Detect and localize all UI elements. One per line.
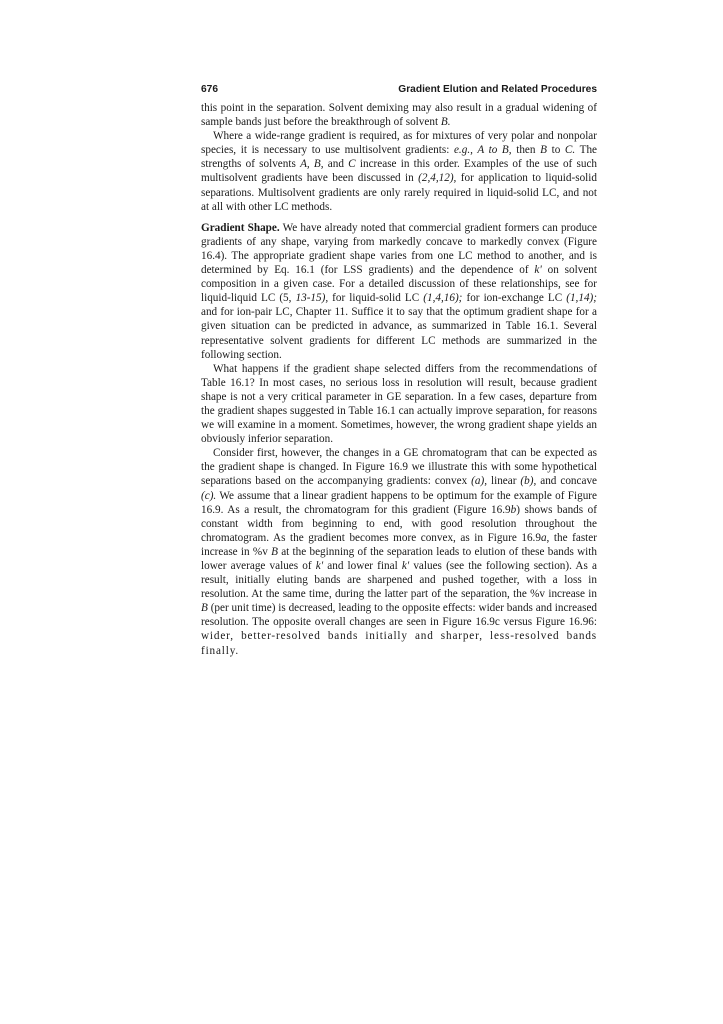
paragraph-gradient-shape: Gradient Shape. We have already noted that commercial gradient formers can produce gradients of any shape, varying from markedly concave to markedly convex (Figure 16.4). The appropriate gradient shape varies from one LC method to another, and is determined by Eq. 16.1 (for LSS gradients) and the dependence of k' on solvent composition in a given case. For a detailed discussion of these relationships, see for liquid-liquid LC (5, 13-15), for liquid-solid LC (1,4,16); for ion-exchange LC (1,14); and for ion-pair LC, Chapter 11. Suffice it to say that the optimum gradient shape for a given situation can be predicted in advance, as summarized in Table 16.1. Several representative solvent gradients for different LC methods are summarized in the following section. [201,221,597,361]
running-title: Gradient Elution and Related Procedures [398,84,597,95]
section-heading-gradient-shape: Gradient Shape. [201,221,280,234]
page-number: 676 [201,84,218,95]
book-page [201,84,597,658]
paragraph-what-happens: What happens if the gradient shape selected differs from the recommendations of Table 16.1? In most cases, no serious loss in resolution will result, because gradient shape is not a very critical parameter in GE separation. In a few cases, departure from the gradient shapes suggested in Table 16.1 can actually improve separation, for reasons we will examine in a moment. Sometimes, however, the wrong gradient shape yields an obviously inferior separation. [201,362,597,446]
running-header [201,84,597,96]
paragraph-consider-first: Consider first, however, the changes in a GE chromatogram that can be expected as the gradient shape is changed. In Figure 16.9 we illustrate this with some hypothetical separations based on the accompanying gradients: convex (a), linear (b), and concave (c). We assume that a linear gradient happens to be optimum for the example of Figure 16.9. As a result, the chromatogram for this gradient (Figure 16.9b) shows bands of constant width from beginning to end, with good resolution throughout the chromatogram. As the gradient becomes more convex, as in Figure 16.9a, the faster increase in %v B at the beginning of the separation leads to elution of these bands with lower average values of k' and lower final k' values (see the following section). As a result, initially eluting bands are sharpened and pushed together, with a loss in resolution. At the same time, during the latter part of the separation, the %v increase in B (per unit time) is decreased, leading to the opposite effects: wider bands and increased resolution. The opposite overall changes are seen in Figure 16.9c versus Figure 16.96: wider, better-resolved bands initially and sharper, less-resolved bands finally. [201,447,598,657]
paragraph-continuation: this point in the separation. Solvent demixing may also result in a gradual widening of sample bands just before the breakthrough of solvent B. [201,102,597,129]
paragraph-multisolvent: Where a wide-range gradient is required, as for mixtures of very polar and nonpolar species, it is necessary to use multisolvent gradients: e.g., A to B, then B to C. The strengths of solvents A, B, and C increase in this order. Examples of the use of such multisolvent gradients have been discussed in (2,4,12), for application to liquid-solid separations. Multisolvent gradients are only rarely required in liquid-solid LC, and not at all with other LC methods. [201,130,598,213]
